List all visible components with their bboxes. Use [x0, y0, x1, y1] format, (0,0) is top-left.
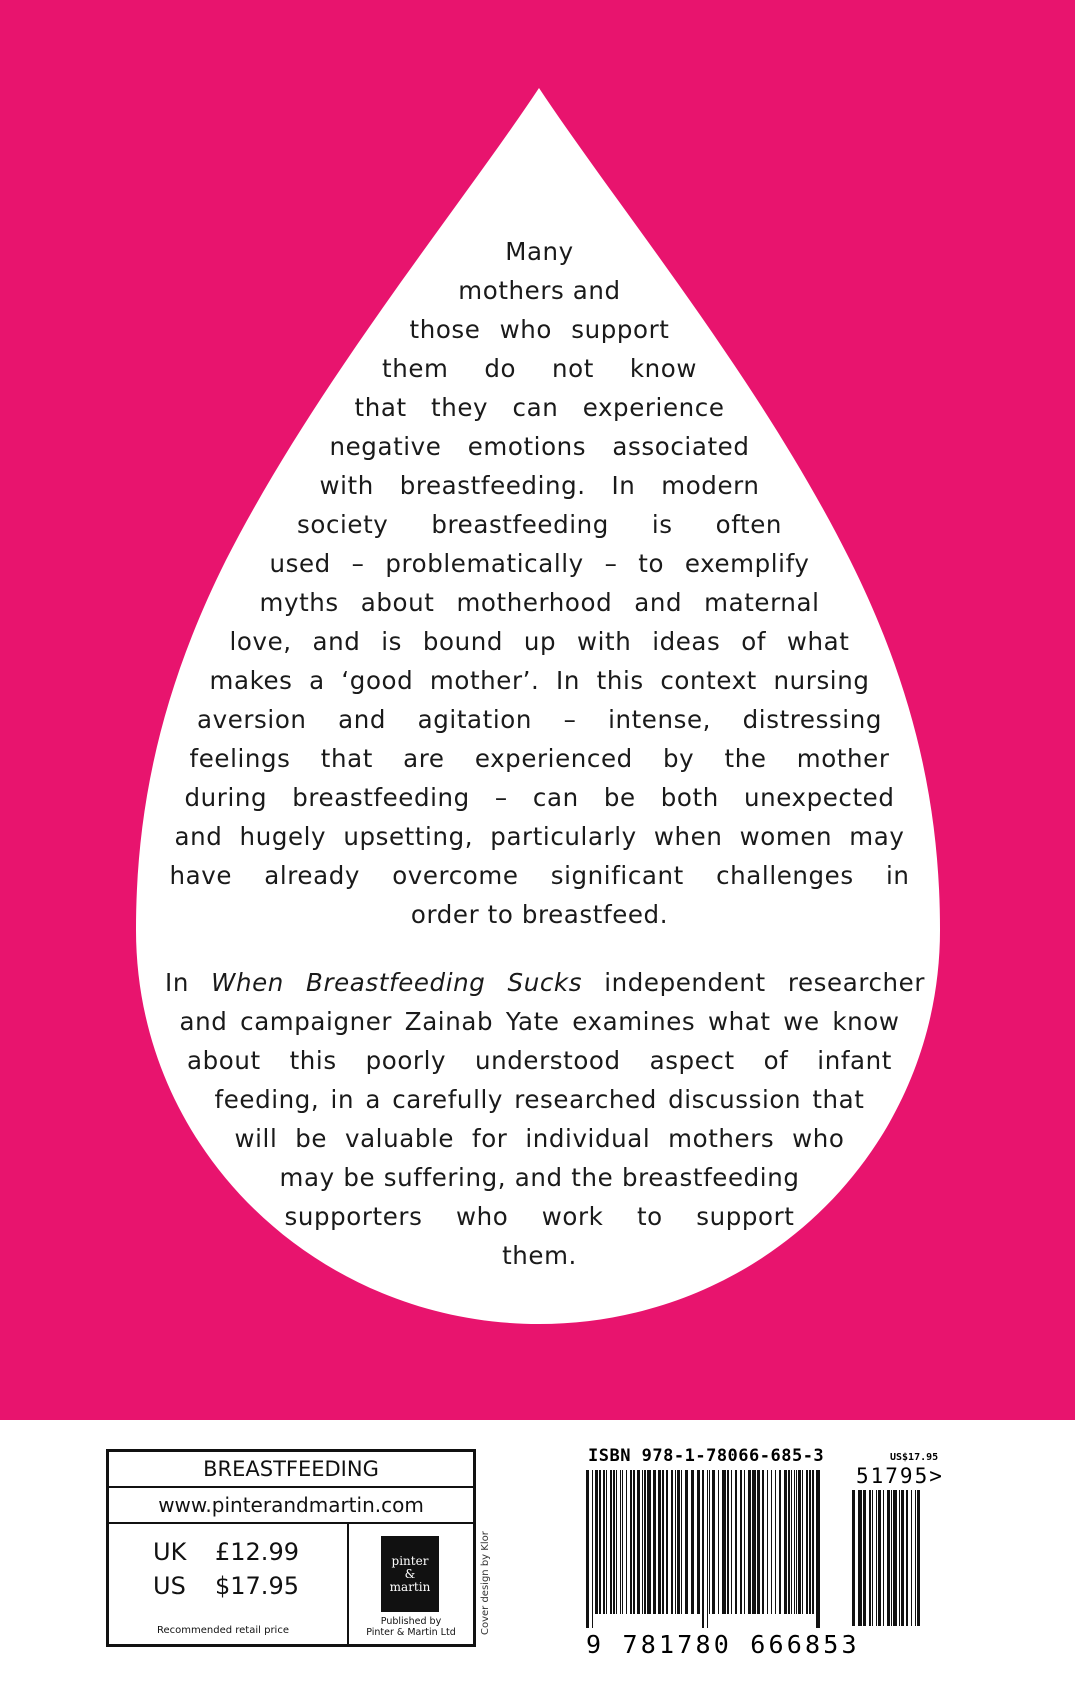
barcode-bar [653, 1470, 656, 1614]
price-region: UK [153, 1538, 187, 1566]
book-title-italic: When Breastfeeding Sucks [211, 968, 583, 997]
blurb-line: and campaigner Zainab Yate examines what we know [179, 1007, 900, 1036]
blurb-line: feelings that are experienced by the mother [189, 744, 890, 773]
barcode-bar [603, 1470, 605, 1614]
barcode-bar [644, 1470, 646, 1614]
isbn-digits: 9 781780 666853 [586, 1630, 860, 1659]
barcode-bar [757, 1470, 760, 1614]
barcode-bar [869, 1490, 871, 1626]
barcode-bar [806, 1470, 808, 1614]
barcode-bar [606, 1470, 607, 1614]
price-uk [153, 1538, 299, 1566]
barcode-bar [762, 1470, 764, 1614]
barcode-bar [876, 1490, 877, 1626]
barcode-bar [812, 1470, 814, 1614]
blurb-paragraph-2 [150, 963, 925, 1275]
barcode-bar [901, 1490, 904, 1626]
barcode-bar [791, 1470, 792, 1614]
barcode-bar [748, 1470, 751, 1614]
blurb-line: makes a ‘good mother’. In this context nursing [209, 666, 870, 695]
barcode-bar [740, 1470, 742, 1614]
barcode-bar [727, 1470, 729, 1614]
barcode-bar [911, 1490, 912, 1626]
price-panel [109, 1524, 349, 1644]
barcode-bar [691, 1470, 694, 1614]
barcode-bar [752, 1470, 756, 1614]
barcode-bar [767, 1470, 768, 1614]
barcode-bar [671, 1470, 673, 1614]
barcode-bar [626, 1470, 627, 1614]
publisher-text-line: Published by [380, 1616, 442, 1627]
barcode-bar [858, 1490, 862, 1626]
rrp-label: Recommended retail price [157, 1625, 289, 1636]
barcode-bar [816, 1470, 820, 1628]
price-value: $17.95 [215, 1572, 299, 1600]
barcode-bar [610, 1470, 612, 1614]
category-label: BREASTFEEDING [109, 1452, 473, 1488]
publisher-text [349, 1616, 473, 1638]
blurb-line [165, 963, 925, 1002]
barcode-bar [685, 1470, 688, 1614]
barcode-bar [599, 1470, 601, 1614]
barcode-bar [592, 1470, 593, 1628]
barcode-bar [630, 1470, 632, 1614]
publisher-logo [381, 1536, 439, 1612]
blurb-line: myths about motherhood and maternal [259, 588, 820, 617]
barcode-bar [784, 1470, 787, 1614]
barcode-bar [796, 1470, 797, 1614]
blurb-line: may be suffering, and the breastfeeding [279, 1163, 800, 1192]
barcode-bar [677, 1470, 680, 1614]
blurb-line: mothers and [458, 276, 621, 305]
blurb-line: society breastfeeding is often [297, 510, 782, 539]
barcode-bar [883, 1490, 884, 1626]
barcode-bar [771, 1470, 772, 1614]
barcode-bar [891, 1490, 892, 1626]
barcode-bar [735, 1470, 737, 1614]
publisher-panel [349, 1524, 473, 1644]
logo-line: & [404, 1566, 416, 1581]
price-barcode [850, 1490, 926, 1640]
barcode-bar [893, 1490, 897, 1626]
barcode-bar [616, 1470, 617, 1614]
price-region: US [153, 1572, 186, 1600]
blurb-line: aversion and agitation – intense, distressing [197, 705, 882, 734]
price-value: £12.99 [215, 1538, 299, 1566]
barcode-bar [697, 1470, 700, 1614]
barcode-bar [666, 1470, 668, 1614]
barcode-bar [662, 1470, 664, 1614]
blurb-line: will be valuable for individual mothers who [234, 1124, 845, 1153]
barcode-bar [637, 1470, 640, 1614]
blurb-line: with breastfeeding. In modern [319, 471, 760, 500]
barcode-bar [712, 1470, 715, 1614]
logo-line: martin [389, 1579, 431, 1594]
barcode-bar [718, 1470, 719, 1614]
blurb-line: used – problematically – to exemplify [269, 549, 810, 578]
price-us [153, 1572, 299, 1600]
barcode-bar [633, 1470, 635, 1614]
blurb-line: during breastfeeding – can be both unexpected [184, 783, 895, 812]
barcode-bar [917, 1490, 920, 1626]
barcode-bar [620, 1470, 621, 1614]
barcode-bar [863, 1490, 866, 1626]
barcode-bar [675, 1470, 676, 1614]
blurb-line: about this poorly understood aspect of infant [187, 1046, 892, 1075]
barcode-bar [906, 1490, 908, 1626]
cover-credit: Cover design by Klor [480, 1531, 491, 1635]
barcode-bar [709, 1470, 710, 1614]
barcode-bar [731, 1470, 732, 1614]
isbn-barcode [584, 1470, 824, 1628]
blurb-line: order to breastfeed. [410, 900, 669, 929]
barcode-bar [642, 1470, 643, 1614]
barcode-bar [613, 1470, 615, 1614]
blurb-line: those who support [409, 315, 670, 344]
price-code: 51795> [856, 1464, 944, 1488]
retail-info-box [106, 1449, 476, 1647]
barcode-bar [878, 1490, 881, 1626]
barcode-bar [794, 1470, 795, 1614]
barcode-bar [586, 1470, 589, 1628]
barcode-bar [798, 1470, 801, 1614]
barcode-bar [707, 1470, 708, 1628]
barcode-bar [887, 1490, 890, 1626]
barcode-bar [915, 1490, 916, 1626]
barcode-bar [809, 1470, 811, 1614]
isbn-label: ISBN 978-1-78066-685-3 [588, 1446, 825, 1466]
blurb-line: love, and is bound up with ideas of what [229, 627, 850, 656]
blurb-line: feeding, in a carefully researched discussion that [214, 1085, 865, 1114]
barcode-bar [622, 1470, 623, 1614]
barcode-bar [744, 1470, 745, 1614]
barcode-bar [775, 1470, 776, 1614]
barcode-bar [647, 1470, 651, 1614]
barcode-bar [802, 1470, 803, 1614]
blurb-line: negative emotions associated [329, 432, 750, 461]
barcode-bar [899, 1490, 900, 1626]
blurb-line: that they can experience [354, 393, 725, 422]
publisher-text-line: Pinter & Martin Ltd [366, 1627, 456, 1638]
blurb-line: Many [505, 237, 574, 266]
blurb-line: them do not know [382, 354, 697, 383]
barcode-bar [722, 1470, 726, 1614]
blurb-line: have already overcome significant challenges in [169, 861, 910, 890]
barcode-bar [852, 1490, 855, 1626]
publisher-website: www.pinterandmartin.com [109, 1488, 473, 1524]
blurb-line: them. [502, 1241, 577, 1270]
blurb-line: supporters who work to support [284, 1202, 795, 1231]
price-code-label: US$17.95 [890, 1452, 939, 1463]
blurb-line: and hugely upsetting, particularly when women may [174, 822, 905, 851]
barcode-bar [872, 1490, 873, 1626]
barcode-bar [658, 1470, 661, 1614]
blurb-text: In [165, 968, 212, 997]
barcode-bar [681, 1470, 682, 1614]
logo-line: pinter [391, 1553, 429, 1568]
barcode-bar [595, 1470, 598, 1614]
barcode-bar [702, 1470, 704, 1628]
barcode-bar [779, 1470, 781, 1614]
barcode-bar [788, 1470, 790, 1614]
blurb-paragraph-1 [150, 232, 925, 934]
blurb-text: independent researcher [582, 968, 925, 997]
